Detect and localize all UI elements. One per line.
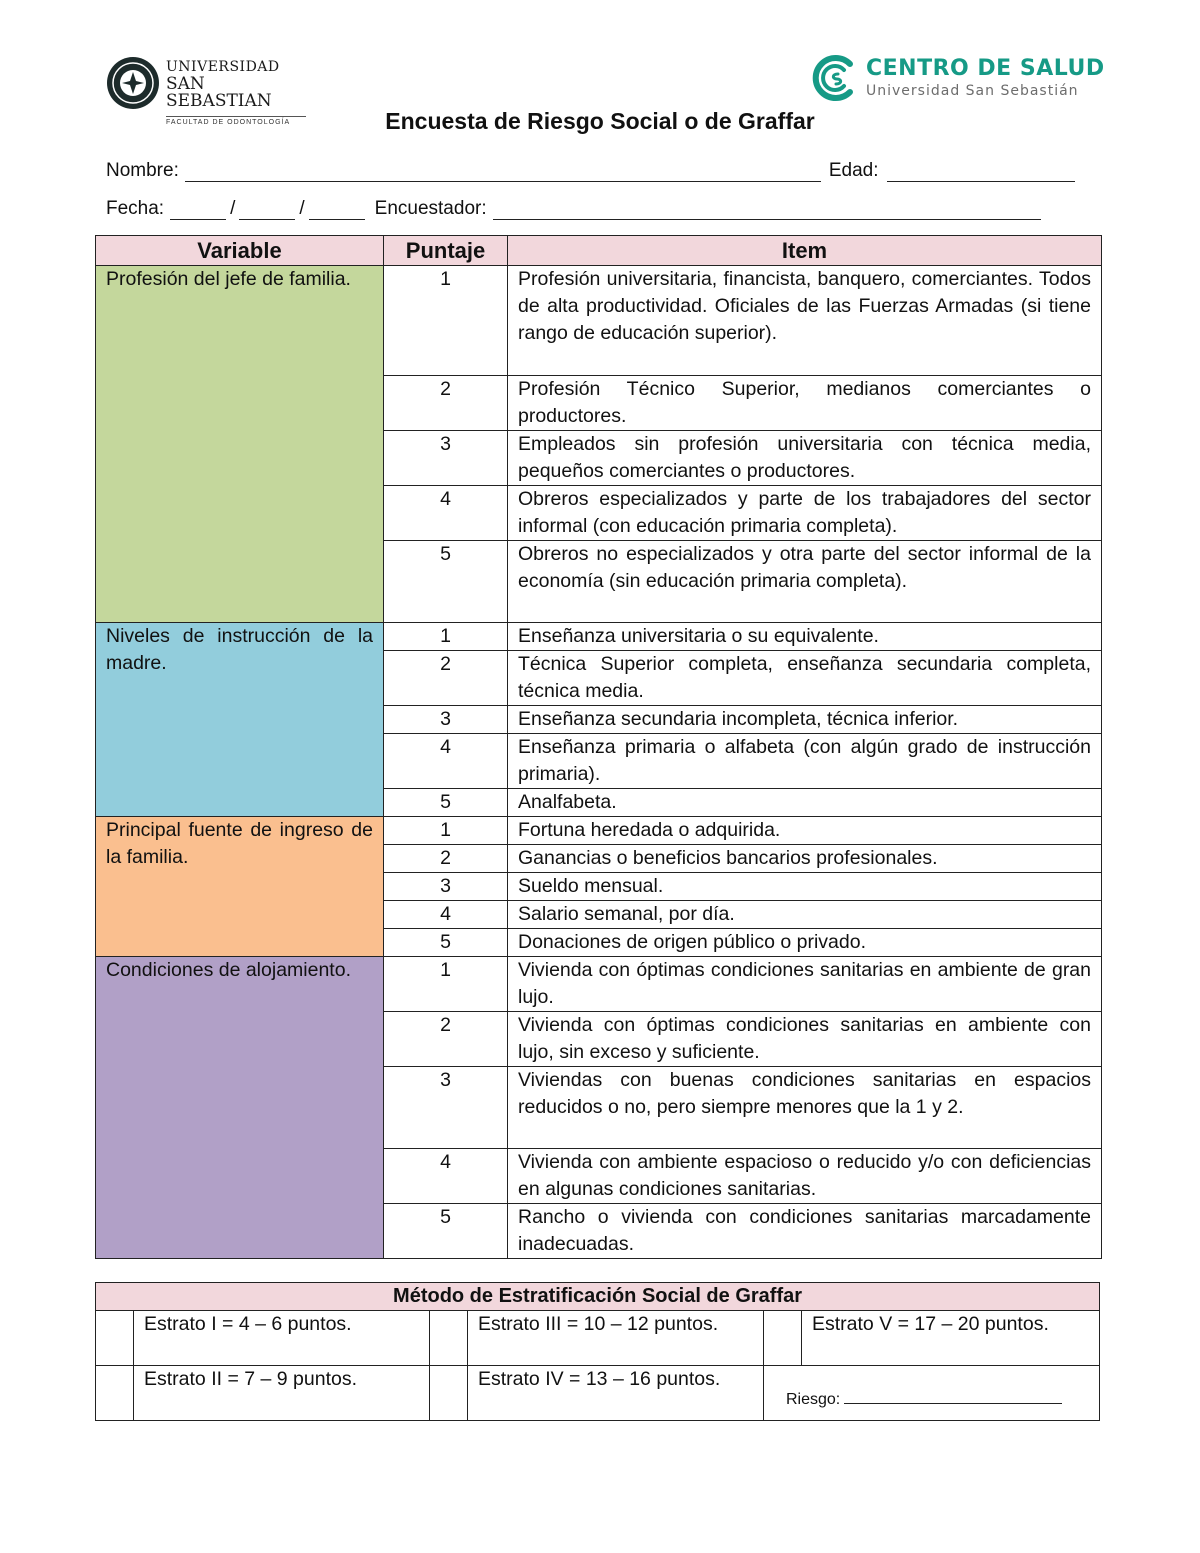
header-variable: Variable	[96, 236, 384, 266]
date-separator: /	[299, 198, 305, 219]
score-cell: 3	[384, 1067, 508, 1149]
edad-label: Edad:	[828, 160, 879, 181]
strata-2: Estrato II = 7 – 9 puntos.	[134, 1366, 430, 1421]
score-cell: 4	[384, 486, 508, 541]
strata-title: Método de Estratificación Social de Graffar	[96, 1283, 1100, 1311]
score-cell: 3	[384, 873, 508, 901]
nombre-label: Nombre:	[106, 160, 179, 181]
date-separator: /	[230, 198, 236, 219]
nombre-field[interactable]	[185, 161, 821, 182]
score-cell: 5	[384, 541, 508, 623]
item-cell: Fortuna heredada o adquirida.	[508, 817, 1102, 845]
item-cell: Vivienda con óptimas condiciones sanitarias en ambiente con lujo, sin exceso y suficiente.	[508, 1012, 1102, 1067]
health-center-logo	[808, 52, 1128, 108]
strata-checkbox[interactable]	[430, 1311, 468, 1366]
item-cell: Ganancias o beneficios bancarios profesionales.	[508, 845, 1102, 873]
score-cell: 4	[384, 901, 508, 929]
item-cell: Empleados sin profesión universitaria con técnica media, pequeños comerciantes o productores.	[508, 431, 1102, 486]
health-center-name: CENTRO DE SALUD	[866, 56, 1105, 81]
score-cell: 1	[384, 266, 508, 376]
fecha-month-field[interactable]	[239, 199, 295, 220]
strata-3: Estrato III = 10 – 12 puntos.	[468, 1311, 764, 1366]
encuestador-field[interactable]	[493, 199, 1041, 220]
university-name-line1: UNIVERSIDAD	[166, 59, 280, 75]
graffar-table	[95, 235, 1102, 1259]
table-row	[96, 266, 1102, 376]
score-cell: 5	[384, 929, 508, 957]
score-cell: 1	[384, 957, 508, 1012]
strata-4: Estrato IV = 13 – 16 puntos.	[468, 1366, 764, 1421]
date-interviewer-row	[106, 198, 1091, 220]
table-row	[96, 817, 1102, 845]
item-cell: Enseñanza primaria o alfabeta (con algún grado de instrucción primaria).	[508, 734, 1102, 789]
score-cell: 1	[384, 623, 508, 651]
item-cell: Profesión Técnico Superior, medianos comerciantes o productores.	[508, 376, 1102, 431]
riesgo-cell	[764, 1366, 1100, 1421]
score-cell: 5	[384, 1204, 508, 1259]
item-cell: Técnica Superior completa, enseñanza secundaria completa, técnica media.	[508, 651, 1102, 706]
item-cell: Profesión universitaria, financista, banquero, comerciantes. Todos de alta productividad. Oficiales de las Fuerzas Armadas (si tiene rango de educación superior).	[508, 266, 1102, 376]
item-cell: Vivienda con óptimas condiciones sanitarias en ambiente de gran lujo.	[508, 957, 1102, 1012]
variable-profesion: Profesión del jefe de familia.	[96, 266, 384, 623]
health-center-logo-icon	[808, 52, 860, 104]
score-cell: 5	[384, 789, 508, 817]
table-row	[96, 1366, 1100, 1421]
item-cell: Obreros no especializados y otra parte del sector informal de la economía (sin educación primaria completa).	[508, 541, 1102, 623]
strata-checkbox[interactable]	[96, 1311, 134, 1366]
encuestador-label: Encuestador:	[374, 198, 487, 219]
table-row	[96, 957, 1102, 1012]
score-cell: 4	[384, 1149, 508, 1204]
university-name-line2: SAN SEBASTIAN	[166, 74, 272, 111]
item-cell: Obreros especializados y parte de los trabajadores del sector informal (con educación primaria completa).	[508, 486, 1102, 541]
strata-checkbox[interactable]	[764, 1311, 802, 1366]
edad-field[interactable]	[887, 161, 1075, 182]
score-cell: 2	[384, 376, 508, 431]
table-row	[96, 623, 1102, 651]
faculty-name: FACULTAD DE ODONTOLOGÍA	[166, 116, 306, 126]
strata-checkbox[interactable]	[96, 1366, 134, 1421]
score-cell: 3	[384, 706, 508, 734]
item-cell: Analfabeta.	[508, 789, 1102, 817]
variable-instruccion: Niveles de instrucción de la madre.	[96, 623, 384, 817]
table-row	[96, 1311, 1100, 1366]
item-cell: Enseñanza secundaria incompleta, técnica inferior.	[508, 706, 1102, 734]
score-cell: 3	[384, 431, 508, 486]
university-seal-icon	[106, 56, 160, 110]
header-item: Item	[508, 236, 1102, 266]
riesgo-label: Riesgo:	[786, 1391, 841, 1408]
strata-table	[95, 1282, 1100, 1421]
score-cell: 2	[384, 1012, 508, 1067]
riesgo-field[interactable]	[844, 1389, 1062, 1404]
university-logo	[106, 56, 306, 126]
score-cell: 1	[384, 817, 508, 845]
item-cell: Vivienda con ambiente espacioso o reducido y/o con deficiencias en algunas condiciones sanitarias.	[508, 1149, 1102, 1204]
item-cell: Enseñanza universitaria o su equivalente.	[508, 623, 1102, 651]
score-cell: 2	[384, 651, 508, 706]
strata-1: Estrato I = 4 – 6 puntos.	[134, 1311, 430, 1366]
fecha-day-field[interactable]	[170, 199, 226, 220]
item-cell: Sueldo mensual.	[508, 873, 1102, 901]
item-cell: Salario semanal, por día.	[508, 901, 1102, 929]
fecha-label: Fecha:	[106, 198, 165, 219]
strata-checkbox[interactable]	[430, 1366, 468, 1421]
header-puntaje: Puntaje	[384, 236, 508, 266]
score-cell: 4	[384, 734, 508, 789]
page-title: Encuesta de Riesgo Social o de Graffar	[385, 108, 815, 134]
fecha-year-field[interactable]	[309, 199, 365, 220]
variable-ingreso: Principal fuente de ingreso de la familia.	[96, 817, 384, 957]
score-cell: 2	[384, 845, 508, 873]
health-center-subtitle: Universidad San Sebastián	[866, 83, 1079, 99]
name-age-row	[106, 160, 1091, 182]
item-cell: Donaciones de origen público o privado.	[508, 929, 1102, 957]
strata-5: Estrato V = 17 – 20 puntos.	[802, 1311, 1100, 1366]
item-cell: Viviendas con buenas condiciones sanitarias en espacios reducidos o no, pero siempre menores que la 1 y 2.	[508, 1067, 1102, 1149]
variable-alojamiento: Condiciones de alojamiento.	[96, 957, 384, 1259]
item-cell: Rancho o vivienda con condiciones sanitarias marcadamente inadecuadas.	[508, 1204, 1102, 1259]
